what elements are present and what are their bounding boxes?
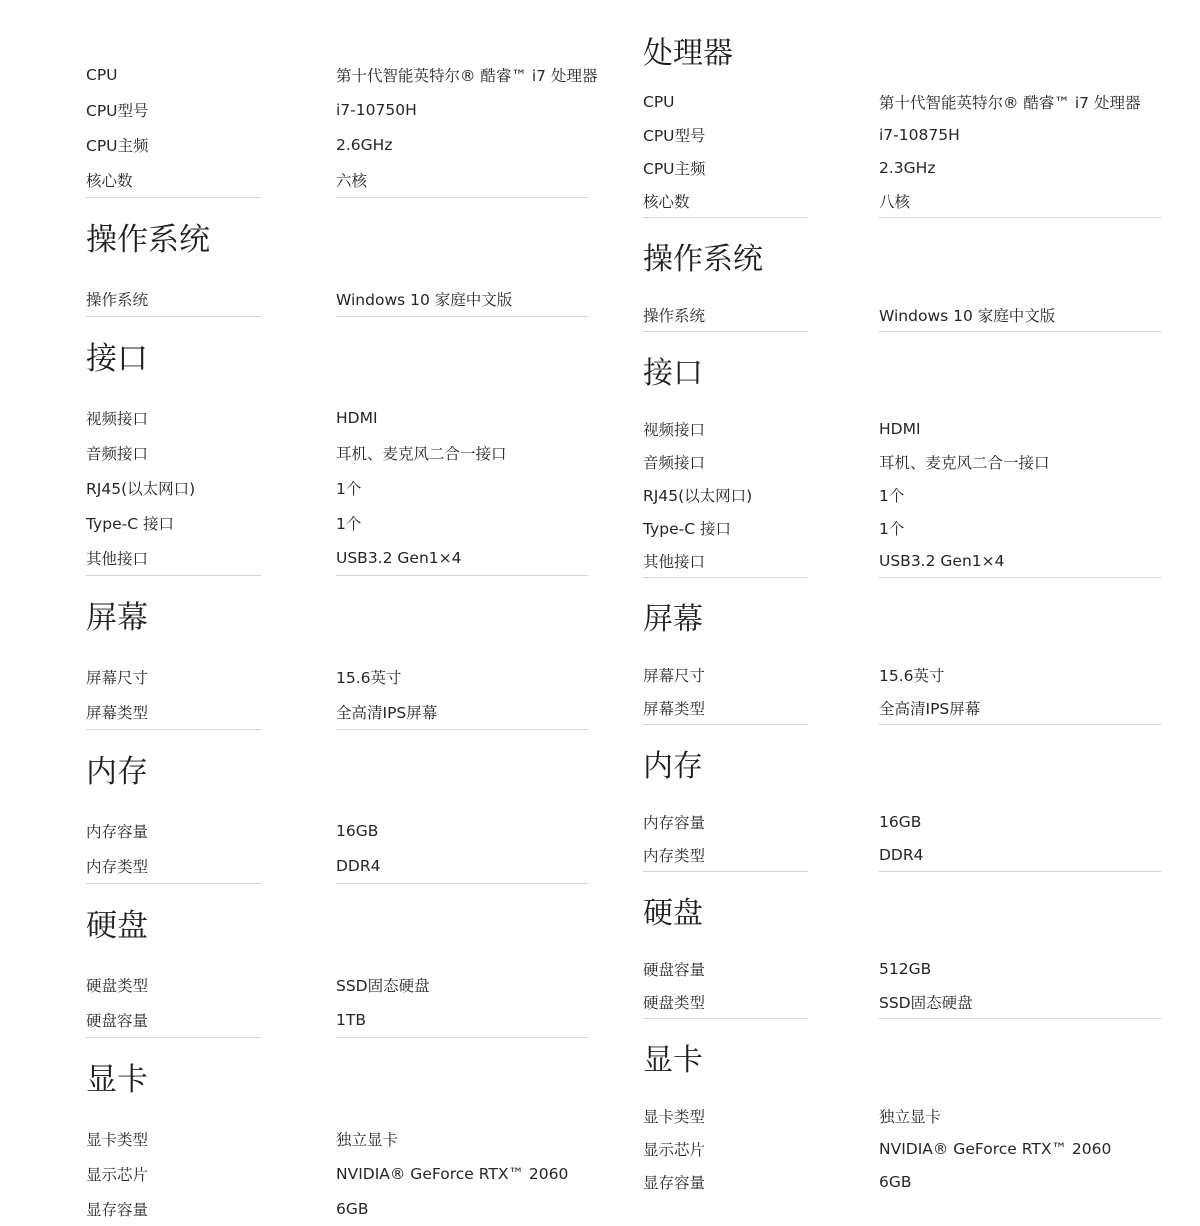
spec-row-storage-capacity bbox=[643, 952, 1163, 985]
spec-rows bbox=[643, 412, 1163, 577]
spec-value: 1个 bbox=[879, 519, 905, 538]
spec-row-cpu bbox=[643, 85, 1163, 118]
spec-label: 操作系统 bbox=[86, 290, 149, 309]
spec-rows bbox=[86, 813, 596, 883]
spec-row-screen-type bbox=[643, 691, 1163, 724]
spec-row-other-ports bbox=[86, 540, 596, 575]
spec-row-audio-port bbox=[643, 445, 1163, 478]
section-title: 操作系统 bbox=[643, 242, 763, 277]
spec-section-screen bbox=[643, 578, 1163, 725]
spec-value: 2.3GHz bbox=[879, 158, 936, 177]
spec-section-storage bbox=[86, 884, 596, 1038]
spec-value: 1个 bbox=[879, 486, 905, 505]
spec-row-video-port bbox=[86, 400, 596, 435]
section-title: 硬盘 bbox=[86, 908, 148, 944]
spec-value: Windows 10 家庭中文版 bbox=[879, 306, 1056, 325]
spec-row-screen-type bbox=[86, 694, 596, 729]
spec-value: USB3.2 Gen1×4 bbox=[336, 548, 462, 567]
spec-value: 独立显卡 bbox=[336, 1130, 399, 1149]
spec-label: 内存类型 bbox=[86, 857, 149, 876]
spec-label: 屏幕类型 bbox=[86, 703, 149, 722]
spec-row-memory-capacity bbox=[86, 813, 596, 848]
spec-value: 6GB bbox=[879, 1172, 912, 1191]
spec-value: HDMI bbox=[336, 408, 378, 427]
spec-value: 1个 bbox=[336, 479, 362, 498]
spec-value: 耳机、麦克风二合一接口 bbox=[879, 453, 1050, 472]
spec-rows bbox=[643, 85, 1163, 217]
spec-column-right bbox=[643, 28, 1163, 1192]
spec-label: CPU型号 bbox=[643, 126, 706, 145]
spec-row-memory-type bbox=[643, 838, 1163, 871]
spec-label: CPU型号 bbox=[86, 101, 149, 120]
spec-row-video-port bbox=[643, 412, 1163, 445]
spec-row-rj45 bbox=[643, 478, 1163, 511]
spec-label: RJ45(以太网口) bbox=[643, 486, 753, 505]
spec-row-memory-type bbox=[86, 848, 596, 883]
spec-row-rj45 bbox=[86, 470, 596, 505]
spec-row-audio-port bbox=[86, 435, 596, 470]
spec-value: DDR4 bbox=[336, 856, 381, 875]
spec-label: 内存容量 bbox=[86, 822, 149, 841]
spec-rows bbox=[643, 658, 1163, 724]
spec-label: 显示芯片 bbox=[86, 1165, 149, 1184]
spec-value: 1TB bbox=[336, 1010, 366, 1029]
section-title: 内存 bbox=[643, 749, 703, 784]
spec-section-os bbox=[86, 198, 596, 317]
spec-label: 显卡类型 bbox=[86, 1130, 149, 1149]
spec-label: 硬盘容量 bbox=[643, 960, 706, 979]
spec-row-vram bbox=[643, 1165, 1163, 1198]
spec-value: 第十代智能英特尔® 酷睿™ i7 处理器 bbox=[336, 66, 598, 85]
spec-section-ports bbox=[643, 332, 1163, 578]
spec-label: 屏幕尺寸 bbox=[86, 668, 149, 687]
spec-rows bbox=[643, 298, 1163, 331]
spec-value: 6GB bbox=[336, 1199, 369, 1218]
section-title: 操作系统 bbox=[86, 222, 210, 258]
spec-section-screen bbox=[86, 576, 596, 730]
spec-value: Windows 10 家庭中文版 bbox=[336, 290, 513, 309]
spec-row-gpu-type bbox=[86, 1121, 596, 1156]
spec-row-memory-capacity bbox=[643, 805, 1163, 838]
spec-value: 独立显卡 bbox=[879, 1107, 942, 1126]
spec-rows bbox=[643, 952, 1163, 1018]
spec-label: CPU bbox=[643, 92, 675, 111]
spec-column-left bbox=[86, 57, 598, 1219]
spec-label: Type-C 接口 bbox=[643, 519, 731, 538]
spec-row-os bbox=[643, 298, 1163, 331]
spec-rows bbox=[86, 281, 596, 316]
spec-row-screen-size bbox=[86, 659, 596, 694]
spec-label: Type-C 接口 bbox=[86, 514, 174, 533]
spec-label: CPU bbox=[86, 65, 118, 84]
section-title: 硬盘 bbox=[643, 896, 703, 931]
spec-label: 视频接口 bbox=[643, 420, 706, 439]
spec-row-storage-type bbox=[643, 985, 1163, 1018]
spec-value: NVIDIA® GeForce RTX™ 2060 bbox=[879, 1139, 1112, 1158]
spec-value: 八核 bbox=[879, 192, 911, 211]
spec-value: i7-10875H bbox=[879, 125, 960, 144]
spec-row-gpu-type bbox=[643, 1099, 1163, 1132]
spec-label: 屏幕尺寸 bbox=[643, 666, 706, 685]
spec-label: 内存类型 bbox=[643, 846, 706, 865]
spec-row-storage-type bbox=[86, 967, 596, 1002]
spec-row-storage-capacity bbox=[86, 1002, 596, 1037]
spec-label: CPU主频 bbox=[643, 159, 706, 178]
section-title: 屏幕 bbox=[643, 602, 703, 637]
spec-row-vram bbox=[86, 1191, 596, 1226]
spec-row-cores bbox=[643, 184, 1163, 217]
spec-section-processor bbox=[86, 57, 596, 198]
spec-row-typec bbox=[643, 511, 1163, 544]
spec-label: 显存容量 bbox=[643, 1173, 706, 1192]
spec-rows bbox=[86, 967, 596, 1037]
spec-value: 第十代智能英特尔® 酷睿™ i7 处理器 bbox=[879, 93, 1141, 112]
spec-value: 15.6英寸 bbox=[336, 668, 402, 687]
spec-label: 内存容量 bbox=[643, 813, 706, 832]
spec-value: 16GB bbox=[336, 821, 379, 840]
section-title: 屏幕 bbox=[86, 600, 148, 636]
spec-label: 其他接口 bbox=[643, 552, 706, 571]
spec-section-os bbox=[643, 218, 1163, 332]
spec-rows bbox=[86, 400, 596, 575]
spec-value: SSD固态硬盘 bbox=[879, 993, 973, 1012]
spec-value: 全高清IPS屏幕 bbox=[336, 703, 438, 722]
spec-label: 核心数 bbox=[86, 171, 133, 190]
spec-label: 硬盘容量 bbox=[86, 1011, 149, 1030]
spec-value: NVIDIA® GeForce RTX™ 2060 bbox=[336, 1164, 569, 1183]
spec-label: 音频接口 bbox=[86, 444, 149, 463]
section-title: 处理器 bbox=[643, 36, 733, 71]
spec-section-graphics bbox=[643, 1019, 1163, 1198]
spec-value: 六核 bbox=[336, 171, 368, 190]
section-title: 接口 bbox=[643, 356, 703, 391]
spec-value: 15.6英寸 bbox=[879, 666, 945, 685]
spec-row-cpu-freq bbox=[643, 151, 1163, 184]
spec-row-typec bbox=[86, 505, 596, 540]
spec-row-cpu-model bbox=[86, 92, 596, 127]
spec-row-cpu-freq bbox=[86, 127, 596, 162]
spec-label: 显卡类型 bbox=[643, 1107, 706, 1126]
spec-value: SSD固态硬盘 bbox=[336, 976, 430, 995]
spec-value: HDMI bbox=[879, 419, 921, 438]
spec-rows bbox=[86, 1121, 596, 1226]
spec-rows bbox=[643, 805, 1163, 871]
section-title: 显卡 bbox=[86, 1062, 148, 1098]
spec-section-memory bbox=[643, 725, 1163, 872]
spec-label: 硬盘类型 bbox=[643, 993, 706, 1012]
spec-row-screen-size bbox=[643, 658, 1163, 691]
spec-row-gpu-chip bbox=[86, 1156, 596, 1191]
spec-section-storage bbox=[643, 872, 1163, 1019]
spec-row-os bbox=[86, 281, 596, 316]
spec-section-memory bbox=[86, 730, 596, 884]
spec-label: 其他接口 bbox=[86, 549, 149, 568]
spec-value: 16GB bbox=[879, 812, 922, 831]
spec-label: 显存容量 bbox=[86, 1200, 149, 1219]
spec-value: 2.6GHz bbox=[336, 135, 393, 154]
spec-value: 全高清IPS屏幕 bbox=[879, 699, 981, 718]
spec-label: 屏幕类型 bbox=[643, 699, 706, 718]
spec-rows bbox=[86, 659, 596, 729]
spec-value: USB3.2 Gen1×4 bbox=[879, 551, 1005, 570]
spec-rows bbox=[643, 1099, 1163, 1198]
spec-value: 1个 bbox=[336, 514, 362, 533]
spec-label: CPU主频 bbox=[86, 136, 149, 155]
spec-label: 视频接口 bbox=[86, 409, 149, 428]
spec-section-processor bbox=[643, 28, 1163, 218]
spec-value: i7-10750H bbox=[336, 100, 417, 119]
spec-value: 512GB bbox=[879, 959, 932, 978]
spec-label: 硬盘类型 bbox=[86, 976, 149, 995]
spec-label: RJ45(以太网口) bbox=[86, 479, 196, 498]
spec-label: 音频接口 bbox=[643, 453, 706, 472]
spec-label: 显示芯片 bbox=[643, 1140, 706, 1159]
spec-row-other-ports bbox=[643, 544, 1163, 577]
spec-value: 耳机、麦克风二合一接口 bbox=[336, 444, 507, 463]
spec-row-cpu bbox=[86, 57, 596, 92]
spec-section-graphics bbox=[86, 1038, 596, 1226]
spec-section-ports bbox=[86, 317, 596, 576]
spec-label: 操作系统 bbox=[643, 306, 706, 325]
spec-value: DDR4 bbox=[879, 845, 924, 864]
section-title: 内存 bbox=[86, 754, 148, 790]
section-title: 接口 bbox=[86, 341, 148, 377]
spec-rows bbox=[86, 57, 596, 197]
spec-label: 核心数 bbox=[643, 192, 690, 211]
spec-row-cpu-model bbox=[643, 118, 1163, 151]
spec-row-cores bbox=[86, 162, 596, 197]
section-title: 显卡 bbox=[643, 1043, 703, 1078]
spec-row-gpu-chip bbox=[643, 1132, 1163, 1165]
